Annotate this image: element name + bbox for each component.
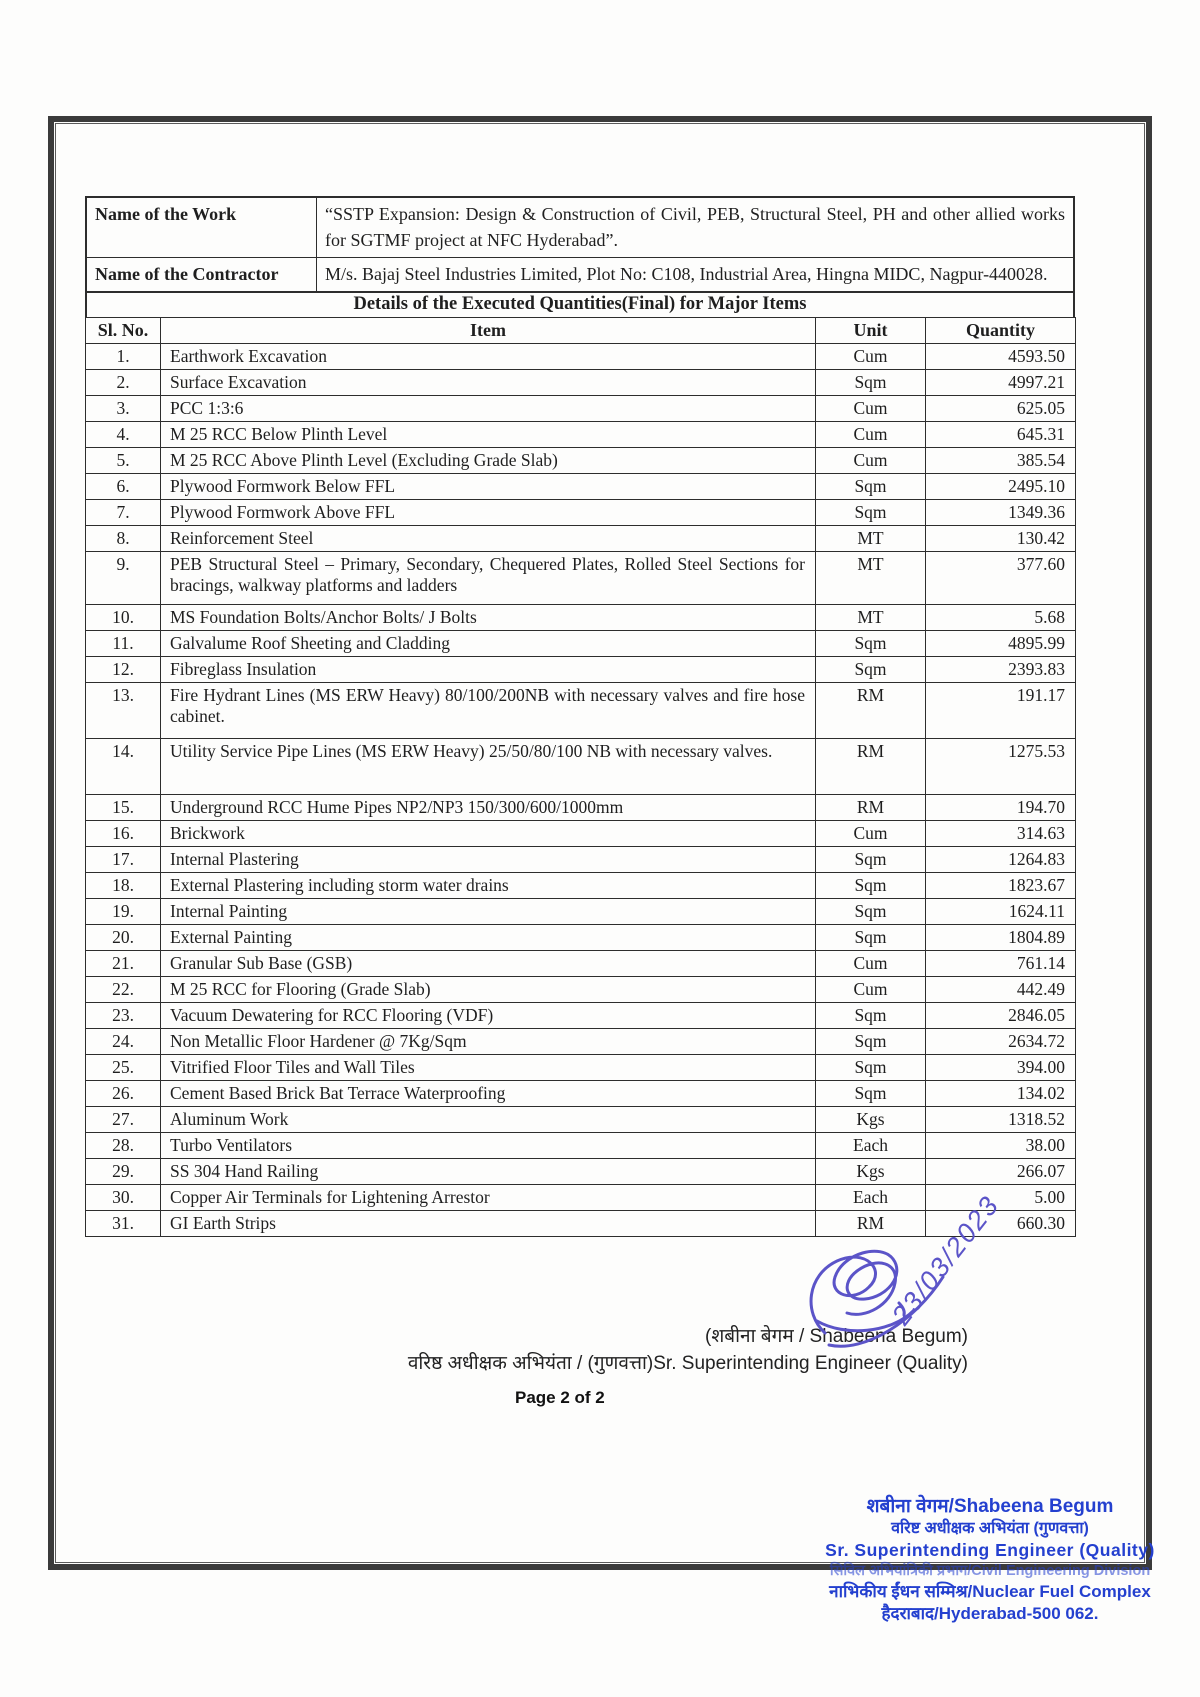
- cell-sl-no: 30.: [86, 1185, 161, 1211]
- cell-item: Brickwork: [161, 821, 816, 847]
- cell-sl-no: 9.: [86, 552, 161, 605]
- cell-quantity: 1275.53: [926, 739, 1076, 795]
- cell-sl-no: 22.: [86, 977, 161, 1003]
- cell-sl-no: 16.: [86, 821, 161, 847]
- cell-item: Galvalume Roof Sheeting and Cladding: [161, 631, 816, 657]
- table-row: [86, 977, 1076, 1003]
- stamp-organisation-line: नाभिकीय ईंधन सम्मिश्र/Nuclear Fuel Complex: [829, 1582, 1151, 1601]
- cell-unit: Cum: [816, 344, 926, 370]
- cell-quantity: 761.14: [926, 951, 1076, 977]
- document-header-table: [85, 196, 1075, 291]
- cell-quantity: 377.60: [926, 552, 1076, 605]
- cell-item: Plywood Formwork Below FFL: [161, 474, 816, 500]
- cell-item: Non Metallic Floor Hardener @ 7Kg/Sqm: [161, 1029, 816, 1055]
- cell-unit: Sqm: [816, 899, 926, 925]
- cell-sl-no: 10.: [86, 605, 161, 631]
- signatory-name: (शबीना बेगम / Shabeena Begum): [705, 1326, 968, 1347]
- cell-item: M 25 RCC for Flooring (Grade Slab): [161, 977, 816, 1003]
- cell-quantity: 1823.67: [926, 873, 1076, 899]
- table-row: [86, 1081, 1076, 1107]
- cell-quantity: 5.00: [926, 1185, 1076, 1211]
- cell-sl-no: 13.: [86, 683, 161, 739]
- table-header-row: [86, 318, 1076, 344]
- column-header-sl-no: Sl. No.: [86, 318, 161, 344]
- work-name-value: “SSTP Expansion: Design & Construction of Civil, PEB, Structural Steel, PH and other allied works for SGTMF project at NFC Hyderabad”.: [325, 204, 1065, 250]
- table-row: [86, 631, 1076, 657]
- cell-quantity: 394.00: [926, 1055, 1076, 1081]
- cell-quantity: 191.17: [926, 683, 1076, 739]
- cell-unit: Each: [816, 1185, 926, 1211]
- contractor-name-label: Name of the Contractor: [87, 257, 317, 291]
- stamp-name-line: शबीना वेगम/Shabeena Begum: [866, 1496, 1114, 1517]
- cell-quantity: 2846.05: [926, 1003, 1076, 1029]
- cell-quantity: 442.49: [926, 977, 1076, 1003]
- cell-unit: Sqm: [816, 631, 926, 657]
- table-row: [86, 1185, 1076, 1211]
- cell-unit: MT: [816, 526, 926, 552]
- column-header-unit: Unit: [816, 318, 926, 344]
- cell-sl-no: 11.: [86, 631, 161, 657]
- cell-quantity: 4997.21: [926, 370, 1076, 396]
- cell-unit: RM: [816, 683, 926, 739]
- cell-sl-no: 26.: [86, 1081, 161, 1107]
- table-row: [86, 1003, 1076, 1029]
- table-row: [86, 873, 1076, 899]
- cell-item: Turbo Ventilators: [161, 1133, 816, 1159]
- cell-sl-no: 12.: [86, 657, 161, 683]
- cell-sl-no: 8.: [86, 526, 161, 552]
- executed-quantities-table: [85, 317, 1076, 1237]
- cell-item: M 25 RCC Above Plinth Level (Excluding Grade Slab): [161, 448, 816, 474]
- table-row: [86, 1029, 1076, 1055]
- cell-quantity: 5.68: [926, 605, 1076, 631]
- cell-sl-no: 31.: [86, 1211, 161, 1237]
- table-row: [86, 605, 1076, 631]
- cell-quantity: 134.02: [926, 1081, 1076, 1107]
- column-header-quantity: Quantity: [926, 318, 1076, 344]
- cell-unit: Sqm: [816, 657, 926, 683]
- cell-unit: Sqm: [816, 873, 926, 899]
- contractor-name-value: M/s. Bajaj Steel Industries Limited, Plot No: C108, Industrial Area, Hingna MIDC, Nagpur-440028.: [317, 257, 1073, 291]
- cell-quantity: 4593.50: [926, 344, 1076, 370]
- cell-unit: RM: [816, 795, 926, 821]
- cell-unit: Sqm: [816, 1029, 926, 1055]
- cell-sl-no: 29.: [86, 1159, 161, 1185]
- quantities-document: [85, 196, 1075, 1237]
- cell-unit: Sqm: [816, 500, 926, 526]
- cell-unit: Cum: [816, 448, 926, 474]
- cell-unit: Kgs: [816, 1107, 926, 1133]
- cell-quantity: 660.30: [926, 1211, 1076, 1237]
- cell-item: MS Foundation Bolts/Anchor Bolts/ J Bolts: [161, 605, 816, 631]
- cell-unit: Sqm: [816, 847, 926, 873]
- cell-sl-no: 18.: [86, 873, 161, 899]
- cell-sl-no: 21.: [86, 951, 161, 977]
- table-row: [86, 899, 1076, 925]
- cell-quantity: 266.07: [926, 1159, 1076, 1185]
- cell-item: PCC 1:3:6: [161, 396, 816, 422]
- cell-item: Aluminum Work: [161, 1107, 816, 1133]
- table-row: [86, 344, 1076, 370]
- cell-item: SS 304 Hand Railing: [161, 1159, 816, 1185]
- table-row: [86, 1055, 1076, 1081]
- cell-sl-no: 28.: [86, 1133, 161, 1159]
- cell-item: Copper Air Terminals for Lightening Arrestor: [161, 1185, 816, 1211]
- cell-unit: Sqm: [816, 1081, 926, 1107]
- cell-quantity: 1804.89: [926, 925, 1076, 951]
- stamp-address-line: हैदराबाद/Hyderabad-500 062.: [881, 1604, 1099, 1623]
- table-body: [86, 344, 1076, 1237]
- table-row: [86, 526, 1076, 552]
- cell-unit: Sqm: [816, 474, 926, 500]
- cell-item: Fibreglass Insulation: [161, 657, 816, 683]
- cell-unit: RM: [816, 1211, 926, 1237]
- cell-quantity: 645.31: [926, 422, 1076, 448]
- details-title: Details of the Executed Quantities(Final) for Major Items: [85, 291, 1075, 317]
- cell-unit: Cum: [816, 422, 926, 448]
- table-row: [86, 1133, 1076, 1159]
- cell-sl-no: 27.: [86, 1107, 161, 1133]
- table-row: [86, 422, 1076, 448]
- office-stamp: [790, 1496, 1190, 1625]
- table-row: [86, 474, 1076, 500]
- table-row: [86, 500, 1076, 526]
- cell-quantity: 2393.83: [926, 657, 1076, 683]
- cell-item: Fire Hydrant Lines (MS ERW Heavy) 80/100/200NB with necessary valves and fire hose cabinet.: [161, 683, 816, 739]
- cell-sl-no: 15.: [86, 795, 161, 821]
- cell-unit: Cum: [816, 951, 926, 977]
- cell-item: Earthwork Excavation: [161, 344, 816, 370]
- cell-item: Vitrified Floor Tiles and Wall Tiles: [161, 1055, 816, 1081]
- work-name-label: Name of the Work: [87, 198, 317, 257]
- cell-item: PEB Structural Steel – Primary, Secondary, Chequered Plates, Rolled Steel Sections for bracings, walkway platforms and ladders: [161, 552, 816, 605]
- cell-sl-no: 7.: [86, 500, 161, 526]
- cell-quantity: 2495.10: [926, 474, 1076, 500]
- stamp-designation-hindi: वरिष्ट अधीक्षक अभियंता (गुणवत्ता): [891, 1520, 1089, 1537]
- cell-sl-no: 14.: [86, 739, 161, 795]
- cell-unit: Cum: [816, 977, 926, 1003]
- cell-item: Internal Plastering: [161, 847, 816, 873]
- cell-sl-no: 19.: [86, 899, 161, 925]
- page-number: Page 2 of 2: [515, 1388, 605, 1407]
- cell-item: External Painting: [161, 925, 816, 951]
- column-header-item: Item: [161, 318, 816, 344]
- cell-quantity: 2634.72: [926, 1029, 1076, 1055]
- cell-item: GI Earth Strips: [161, 1211, 816, 1237]
- cell-item: Utility Service Pipe Lines (MS ERW Heavy) 25/50/80/100 NB with necessary valves.: [161, 739, 816, 795]
- table-row: [86, 795, 1076, 821]
- table-row: [86, 847, 1076, 873]
- cell-quantity: 1264.83: [926, 847, 1076, 873]
- cell-unit: MT: [816, 605, 926, 631]
- stamp-division-line: सिविल अभियांत्रिकी प्रभाग/Civil Engineering Division: [829, 1563, 1151, 1579]
- cell-sl-no: 17.: [86, 847, 161, 873]
- cell-item: Surface Excavation: [161, 370, 816, 396]
- cell-sl-no: 20.: [86, 925, 161, 951]
- cell-sl-no: 25.: [86, 1055, 161, 1081]
- cell-sl-no: 24.: [86, 1029, 161, 1055]
- signatory-designation: वरिष्ठ अधीक्षक अभियंता / (गुणवत्ता)Sr. Superintending Engineer (Quality): [407, 1353, 968, 1374]
- table-row: [86, 925, 1076, 951]
- table-row: [86, 396, 1076, 422]
- cell-unit: Each: [816, 1133, 926, 1159]
- table-row: [86, 683, 1076, 739]
- cell-unit: Sqm: [816, 1055, 926, 1081]
- table-row: [86, 657, 1076, 683]
- cell-quantity: 314.63: [926, 821, 1076, 847]
- table-row: [86, 739, 1076, 795]
- table-row: [86, 951, 1076, 977]
- cell-unit: RM: [816, 739, 926, 795]
- cell-quantity: 194.70: [926, 795, 1076, 821]
- table-row: [86, 1159, 1076, 1185]
- cell-unit: Sqm: [816, 370, 926, 396]
- cell-item: Reinforcement Steel: [161, 526, 816, 552]
- cell-item: Internal Painting: [161, 899, 816, 925]
- cell-item: Plywood Formwork Above FFL: [161, 500, 816, 526]
- cell-sl-no: 2.: [86, 370, 161, 396]
- cell-item: Underground RCC Hume Pipes NP2/NP3 150/300/600/1000mm: [161, 795, 816, 821]
- cell-sl-no: 6.: [86, 474, 161, 500]
- cell-unit: Sqm: [816, 1003, 926, 1029]
- cell-unit: Sqm: [816, 925, 926, 951]
- cell-quantity: 130.42: [926, 526, 1076, 552]
- cell-item: Granular Sub Base (GSB): [161, 951, 816, 977]
- cell-quantity: 38.00: [926, 1133, 1076, 1159]
- cell-quantity: 4895.99: [926, 631, 1076, 657]
- table-row: [86, 448, 1076, 474]
- cell-quantity: 385.54: [926, 448, 1076, 474]
- cell-quantity: 1349.36: [926, 500, 1076, 526]
- cell-sl-no: 23.: [86, 1003, 161, 1029]
- cell-item: M 25 RCC Below Plinth Level: [161, 422, 816, 448]
- cell-sl-no: 1.: [86, 344, 161, 370]
- cell-sl-no: 3.: [86, 396, 161, 422]
- table-row: [86, 821, 1076, 847]
- cell-sl-no: 5.: [86, 448, 161, 474]
- table-row: [86, 1107, 1076, 1133]
- handwritten-date: 23/03/2023: [886, 1189, 1006, 1331]
- stamp-designation-english: Sr. Superintending Engineer (Quality): [825, 1540, 1155, 1560]
- cell-item: External Plastering including storm water drains: [161, 873, 816, 899]
- cell-sl-no: 4.: [86, 422, 161, 448]
- cell-unit: Cum: [816, 396, 926, 422]
- table-row: [86, 370, 1076, 396]
- cell-quantity: 1318.52: [926, 1107, 1076, 1133]
- cell-item: Cement Based Brick Bat Terrace Waterproofing: [161, 1081, 816, 1107]
- cell-item: Vacuum Dewatering for RCC Flooring (VDF): [161, 1003, 816, 1029]
- cell-quantity: 625.05: [926, 396, 1076, 422]
- cell-unit: Kgs: [816, 1159, 926, 1185]
- cell-unit: Cum: [816, 821, 926, 847]
- cell-unit: MT: [816, 552, 926, 605]
- table-row: [86, 552, 1076, 605]
- cell-quantity: 1624.11: [926, 899, 1076, 925]
